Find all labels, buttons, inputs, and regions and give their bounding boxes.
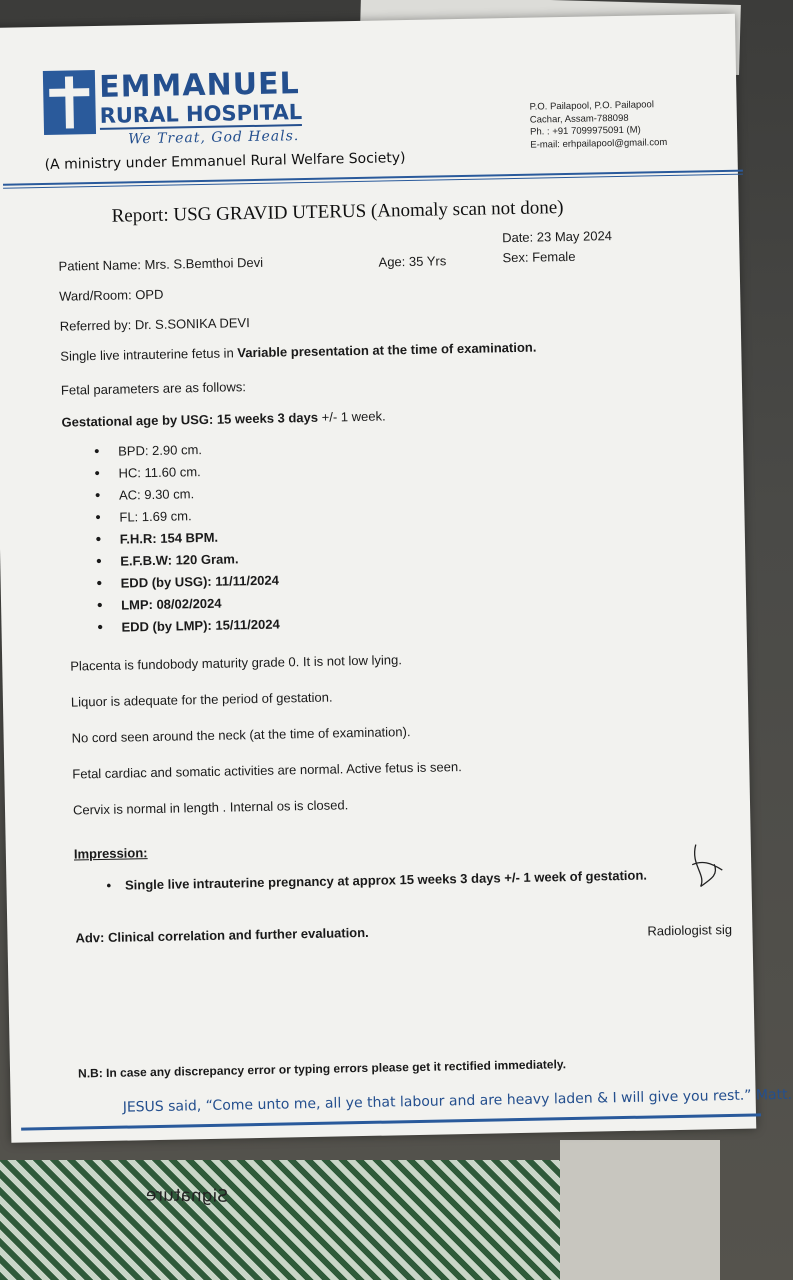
- presentation-line: Single live intrauterine fetus in Variable presentation at the time of examination.: [60, 339, 537, 364]
- finding-cervix: Cervix is normal in length . Internal os is closed.: [72, 797, 349, 818]
- hospital-tagline: We Treat, God Heals.: [128, 128, 300, 148]
- report-title: Report: USG GRAVID UTERUS (Anomaly scan not done): [111, 197, 564, 227]
- header-divider: [3, 170, 743, 186]
- ward-room: Ward/Room: OPD: [59, 286, 164, 304]
- hospital-subtitle: RURAL HOSPITAL: [99, 100, 303, 128]
- report-date: Date: 23 May 2024: [501, 228, 613, 246]
- nb-note: N.B: In case any discrepancy error or typing errors please get it rectified immediately.: [77, 1057, 567, 1081]
- fetal-parameters-list: [94, 441, 280, 642]
- finding-cardiac: Fetal cardiac and somatic activities are normal. Active fetus is seen.: [72, 759, 462, 782]
- footer-divider: [21, 1113, 761, 1130]
- radiologist-signature-mark: [686, 834, 727, 895]
- finding-liquor: Liquor is adequate for the period of gestation.: [70, 689, 333, 710]
- report-paper: [0, 14, 793, 1143]
- fetal-parameter-item: • EDD (by LMP): 15/11/2024: [97, 617, 280, 642]
- finding-placenta: Placenta is fundobody maturity grade 0. It is not low lying.: [70, 652, 403, 674]
- referred-by: Referred by: Dr. S.SONIKA DEVI: [59, 315, 250, 334]
- fetal-parameter-item: • BPD: 2.90 cm.: [94, 441, 277, 466]
- address-line: P.O. Pailapool, P.O. Pailapool: [529, 99, 654, 113]
- patient-name: Patient Name: Mrs. S.Bemthoi Devi: [58, 254, 264, 274]
- address-line: E-mail: erhpailapool@gmail.com: [530, 136, 668, 151]
- patient-age: Age: 35 Yrs: [378, 253, 447, 270]
- signature-label: Radiologist sig: [647, 921, 733, 939]
- footer-quote: JESUS said, “Come unto me, all ye that labour and are heavy laden & I will give you rest.” Matt.: [122, 1086, 793, 1116]
- patient-sex: Sex: Female: [502, 248, 576, 266]
- fetal-parameter-item: • FL: 1.69 cm.: [95, 507, 278, 532]
- hospital-logo-icon: [43, 70, 96, 135]
- fetal-parameter-item: • F.H.R: 154 BPM.: [96, 529, 279, 554]
- fetal-parameter-item: • EDD (by USG): 11/11/2024: [97, 573, 280, 598]
- finding-cord: No cord seen around the neck (at the time of examination).: [71, 724, 411, 746]
- gestational-age: Gestational age by USG: 15 weeks 3 days +/- 1 week.: [61, 408, 386, 430]
- fetal-parameter-item: • E.F.B.W: 120 Gram.: [96, 551, 279, 576]
- ministry-line: (A ministry under Emmanuel Rural Welfare Society): [44, 150, 406, 173]
- hospital-name: EMMANUEL: [98, 66, 300, 105]
- hospital-address: [530, 99, 668, 152]
- back-page-mirrored-text: Signature: [145, 1185, 229, 1207]
- address-line: Ph. : +91 7099975091 (M): [529, 124, 641, 138]
- advice: Adv: Clinical correlation and further evaluation.: [75, 924, 369, 946]
- fetal-parameter-item: • AC: 9.30 cm.: [95, 485, 278, 510]
- fetal-parameter-item: • LMP: 08/02/2024: [97, 595, 280, 620]
- fetal-params-intro: Fetal parameters are as follows:: [60, 379, 247, 398]
- impression-heading: Impression:: [73, 845, 148, 862]
- table-surface-light: [560, 1140, 720, 1280]
- address-line: Cachar, Assam-788098: [529, 112, 629, 126]
- fetal-parameter-item: • HC: 11.60 cm.: [94, 463, 277, 488]
- impression-item: • Single live intrauterine pregnancy at approx 15 weeks 3 days +/- 1 week of gestation.: [106, 867, 648, 893]
